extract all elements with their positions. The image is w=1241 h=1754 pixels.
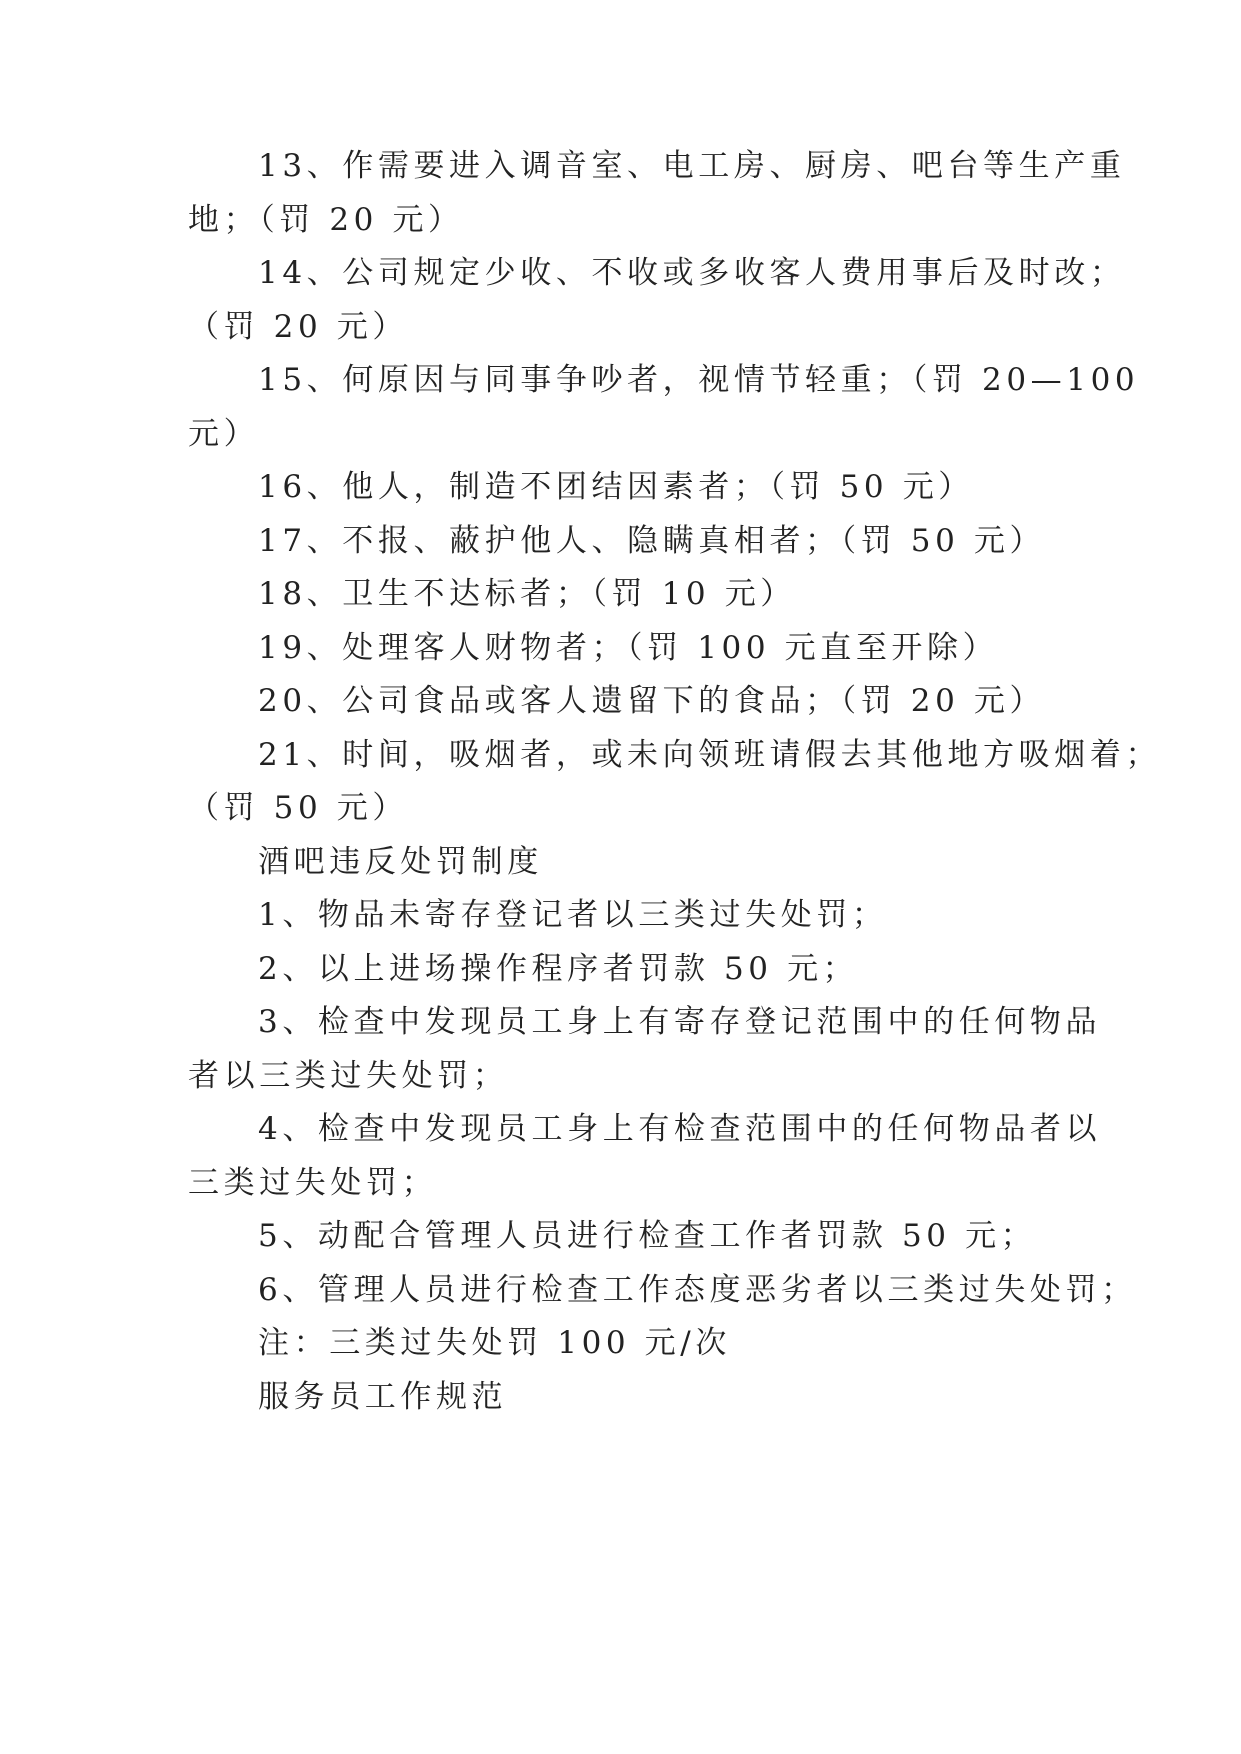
rule-17: 17、不报、蔽护他人、隐瞒真相者；（罚 50 元）: [258, 523, 1046, 559]
rule-21-line-2: （罚 50 元）: [188, 790, 408, 826]
rule-18: 18、卫生不达标者；（罚 10 元）: [258, 576, 796, 612]
note-line: 注：三类过失处罚 100 元/次: [258, 1325, 731, 1361]
bar-rule-6: 6、管理人员进行检查工作态度恶劣者以三类过失处罚；: [258, 1272, 1137, 1308]
rule-13-line-1: 13、作需要进入调音室、电工房、厨房、吧台等生产重: [258, 148, 1126, 184]
rule-14-line-2: （罚 20 元）: [188, 309, 408, 345]
rule-21-line-1: 21、时间，吸烟者，或未向领班请假去其他地方吸烟着；: [258, 737, 1162, 773]
bar-rule-3-line-2: 者以三类过失处罚；: [188, 1058, 509, 1094]
bar-rule-2: 2、以上进场操作程序者罚款 50 元；: [258, 951, 859, 987]
rule-15-line-2: 元）: [188, 416, 260, 452]
section-heading-bar-penalties: 酒吧违反处罚制度: [258, 844, 543, 880]
bar-rule-4-line-2: 三类过失处罚；: [188, 1165, 438, 1201]
bar-rule-4-line-1: 4、检查中发现员工身上有检查范围中的任何物品者以: [258, 1111, 1102, 1147]
bar-rule-3-line-1: 3、检查中发现员工身上有寄存登记范围中的任何物品: [258, 1004, 1102, 1040]
rule-20: 20、公司食品或客人遗留下的食品；（罚 20 元）: [258, 683, 1046, 719]
rule-19: 19、处理客人财物者；（罚 100 元直至开除）: [258, 630, 999, 666]
rule-13-line-2: 地；（罚 20 元）: [188, 202, 464, 238]
section-heading-waiter-standards: 服务员工作规范: [258, 1379, 508, 1415]
rule-16: 16、他人，制造不团结因素者；（罚 50 元）: [258, 469, 974, 505]
rule-15-line-1: 15、何原因与同事争吵者，视情节轻重；（罚 20—100: [258, 362, 1140, 398]
bar-rule-5: 5、动配合管理人员进行检查工作者罚款 50 元；: [258, 1218, 1037, 1254]
bar-rule-1: 1、物品未寄存登记者以三类过失处罚；: [258, 897, 888, 933]
rule-14-line-1: 14、公司规定少收、不收或多收客人费用事后及时改；: [258, 255, 1126, 291]
